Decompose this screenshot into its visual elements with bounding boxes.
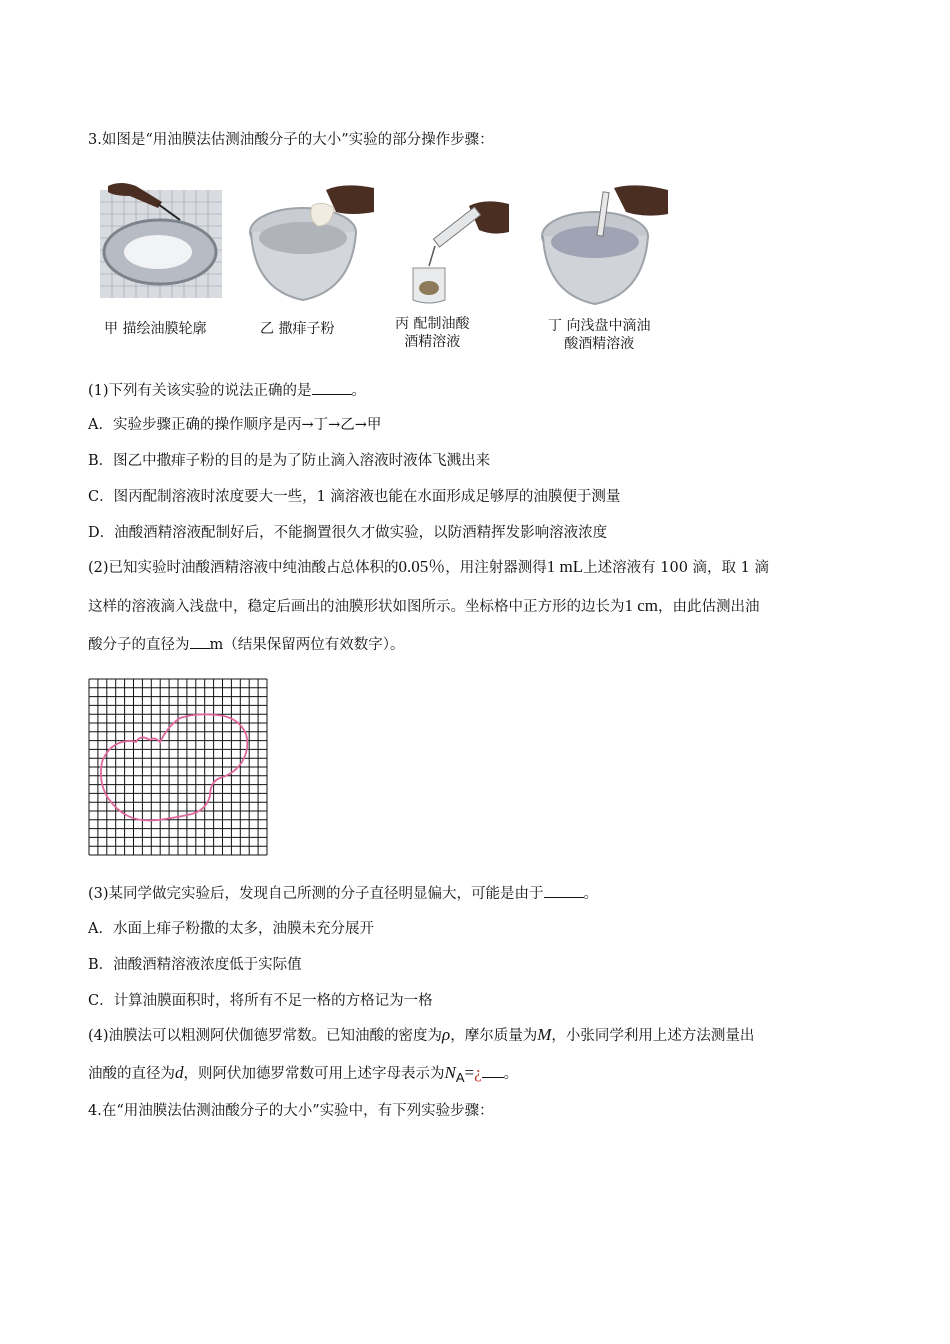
answer-glyph: ¿: [474, 1063, 482, 1082]
symbol-N: N: [444, 1063, 456, 1082]
p2-answer-blank[interactable]: [190, 634, 210, 649]
symbol-M: M: [537, 1025, 552, 1044]
caption-bing-line2: 酒精溶液: [404, 334, 461, 350]
p3-stem-text: (3)某同学做完实验后，发现自己所测的分子直径明显偏大，可能是由于: [88, 886, 544, 902]
p4-l2b: ，则阿伏加德罗常数可用上述字母表示为: [183, 1066, 445, 1082]
p4-l1b: ，摩尔质量为: [450, 1028, 538, 1044]
p2-l3b: m（结果保留两位有效数字）。: [209, 637, 405, 653]
p1-answer-blank[interactable]: [312, 380, 352, 395]
q4-title: 4.在“用油膜法估测油酸分子的大小”实验中，有下列实验步骤：: [88, 1103, 494, 1119]
caption-jia: [104, 320, 206, 338]
p2-side-length: 1 cm: [624, 596, 659, 615]
caption-ding-line2: 酸酒精溶液: [564, 336, 635, 352]
p3-stem-end: 。: [583, 886, 599, 902]
p2-line3: [88, 634, 405, 655]
p1-option-d: D．油酸酒精溶液配制好后，不能搁置很久才做实验，以防酒精挥发影响溶液浓度: [88, 525, 608, 541]
p2-volume: 1 mL: [546, 557, 584, 576]
symbol-rho: ρ: [442, 1025, 451, 1044]
photo-jia: [100, 180, 222, 302]
p4-l2a: 油酸的直径为: [88, 1066, 175, 1082]
p3-option-c: C．计算油膜面积时，将所有不足一格的方格记为一格: [88, 993, 433, 1009]
p1-stem-text: (1)下列有关该实验的说法正确的是: [88, 383, 312, 399]
p4-l1c: ，小张同学利用上述方法测量出: [551, 1028, 755, 1044]
p2-l1c: 上述溶液有 100 滴，取 1 滴: [583, 560, 769, 576]
photo-bing: [405, 196, 515, 306]
caption-ding: [548, 317, 650, 353]
p1-option-a: A．实验步骤正确的操作顺序是丙→丁→乙→甲: [88, 417, 382, 433]
caption-ding-line1: 丁 向浅盘中滴油: [548, 318, 651, 334]
p2-l2b: ，由此估测出油: [658, 599, 760, 615]
photo-ding: [540, 184, 670, 310]
p1-stem-end: 。: [351, 383, 367, 399]
p4-line2: [88, 1063, 518, 1088]
caption-bing-line1: 丙 配制油酸: [395, 316, 470, 332]
p3-option-a: A．水面上痱子粉撒的太多，油膜未充分展开: [88, 921, 374, 937]
caption-yi-line1: 乙 撒痱子粉: [260, 321, 335, 337]
caption-bing: [395, 315, 469, 351]
p4-end: 。: [503, 1066, 519, 1082]
p2-l3a: 酸分子的直径为: [88, 637, 190, 653]
p2-l1b: ，用注射器测得: [445, 560, 547, 576]
oil-film-grid: [88, 678, 268, 856]
p3-answer-blank[interactable]: [544, 883, 584, 898]
p2-line2: [88, 596, 760, 617]
p2-l2a: 这样的溶液滴入浅盘中，稳定后画出的油膜形状如图所示。坐标格中正方形的边长为: [88, 599, 625, 615]
p3-stem: [88, 883, 598, 904]
p2-line1: [88, 557, 769, 578]
symbol-N-subscript: A: [455, 1069, 465, 1085]
p3-option-b: B．油酸酒精溶液浓度低于实际值: [88, 957, 302, 973]
caption-yi: [260, 320, 334, 338]
p4-line1: [88, 1025, 754, 1046]
p2-l1a: (2)已知实验时油酸酒精溶液中纯油酸占总体积的: [88, 560, 399, 576]
p4-l1a: (4)油膜法可以粗测阿伏伽德罗常数。已知油酸的密度为: [88, 1028, 443, 1044]
p1-option-c: C．图丙配制溶液时浓度要大一些，1 滴溶液也能在水面形成足够厚的油膜便于测量: [88, 489, 621, 505]
symbol-d: d: [175, 1063, 184, 1082]
p2-concentration: 0.05％: [398, 557, 446, 576]
p1-stem: [88, 380, 366, 401]
q3-title: 3.如图是“用油膜法估测油酸分子的大小”实验的部分操作步骤：: [88, 132, 494, 148]
equals-sign: =: [464, 1063, 475, 1082]
caption-jia-line1: 甲 描绘油膜轮廓: [104, 321, 207, 337]
p4-answer-blank[interactable]: [482, 1063, 504, 1078]
photo-yi: [248, 182, 376, 307]
p1-option-b: B．图乙中撒痱子粉的目的是为了防止滴入溶液时液体飞溅出来: [88, 453, 491, 469]
